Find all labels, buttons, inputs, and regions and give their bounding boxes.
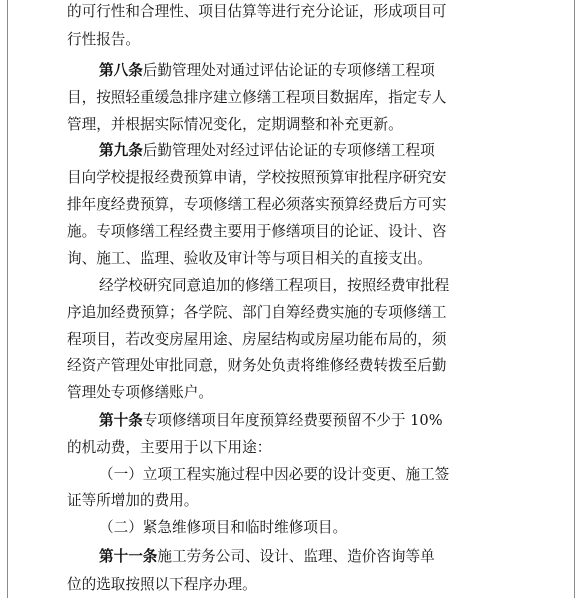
paragraph-line: 证等所增加的费用。 <box>67 492 199 509</box>
article-10-line: 第十条专项修缮项目年度预算经费要预留不少于 10% <box>99 412 443 429</box>
paragraph-line: 管理，并根据实际情况变化，定期调整和补充更新。 <box>67 116 403 133</box>
paragraph-line: 目，按照轻重缓急排序建立修缮工程项目数据库，指定专人 <box>67 89 447 106</box>
paragraph-line: 序追加经费预算；各学院、部门自筹经费实施的专项修缮工 <box>67 304 447 321</box>
paragraph-line: 位的选取按照以下程序办理。 <box>67 576 257 593</box>
paragraph-line: 经学校研究同意追加的修缮工程项目，按照经费审批程 <box>99 277 450 294</box>
paragraph-line: 经资产管理处审批同意，财务处负责将维修经费转拨至后勤 <box>67 357 447 374</box>
article-8-line: 第八条后勤管理处对通过评估论证的专项修缮工程项 <box>99 62 435 79</box>
page-left-border <box>7 0 8 598</box>
article-11-line: 第十一条施工劳务公司、设计、监理、造价咨询等单 <box>99 548 435 565</box>
paragraph-line: 目向学校提报经费预算申请，学校按照预算审批程序研究安 <box>67 169 447 186</box>
paragraph-line: 的机动费，主要用于以下用途： <box>67 439 272 456</box>
article-10-heading: 第十条 <box>99 412 143 429</box>
paragraph-line: 行性报告。 <box>67 31 140 48</box>
paragraph-line: 管理处专项修缮账户。 <box>67 384 213 401</box>
paragraph-line: 询、施工、监理、验收及审计等与项目相关的直接支出。 <box>67 250 432 267</box>
list-item-1: （一）立项工程实施过程中因必要的设计变更、施工签 <box>99 466 450 483</box>
paragraph-line: 施。专项修缮工程经费主要用于修缮项目的论证、设计、咨 <box>67 223 447 240</box>
article-9-line: 第九条后勤管理处对经过评估论证的专项修缮工程项 <box>99 142 435 159</box>
article-9-heading: 第九条 <box>99 142 143 159</box>
article-11-heading: 第十一条 <box>99 548 158 565</box>
paragraph-line: 排年度经费预算，专项修缮工程必须落实预算经费后方可实 <box>67 196 447 213</box>
page-right-border <box>574 0 575 598</box>
list-item-2: （二）紧急维修项目和临时维修项目。 <box>99 519 348 536</box>
paragraph-line: 程项目，若改变房屋用途、房屋结构或房屋功能布局的，须 <box>67 331 447 348</box>
article-8-heading: 第八条 <box>99 62 143 79</box>
paragraph-line: 的可行性和合理性、项目估算等进行充分论证，形成项目可 <box>67 3 447 20</box>
